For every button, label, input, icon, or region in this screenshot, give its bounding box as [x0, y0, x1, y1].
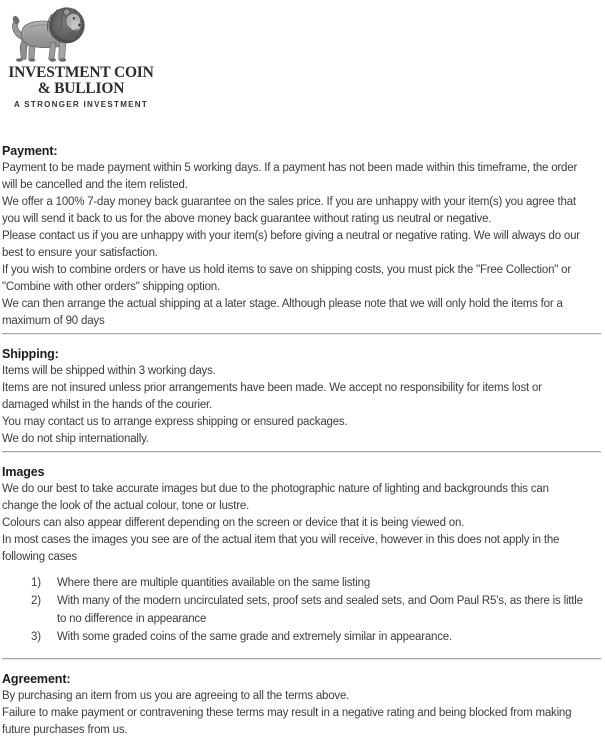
- list-item-text: With many of the modern uncirculated sets, proof sets and sealed sets, and Oom Paul R5's, as there is little to no difference in appearance: [57, 595, 583, 625]
- section-divider: [2, 658, 601, 660]
- agreement-heading: Agreement:: [2, 672, 71, 686]
- payment-heading: Payment:: [2, 144, 58, 158]
- section-divider: [2, 451, 601, 453]
- shipping-paragraph: We do not ship internationally.: [2, 433, 149, 445]
- section-divider: [2, 333, 601, 335]
- agreement-paragraph: By purchasing an item from us you are agreeing to all the terms above.: [2, 690, 350, 702]
- logo-tagline: A STRONGER INVESTMENT: [13, 100, 149, 109]
- images-paragraph: In most cases the images you see are of the actual item that you will receive, however in this does not apply in the following cases: [2, 534, 560, 563]
- images-exception-list: [2, 574, 601, 646]
- section-images: [2, 464, 601, 646]
- payment-paragraph: Please contact us if you are unhappy with your item(s) before giving a neutral or negative rating. We will always do our best to ensure your satisfaction.: [2, 230, 580, 259]
- list-item: [2, 574, 601, 592]
- logo: [2, 0, 172, 110]
- section-agreement: [2, 671, 601, 739]
- section-payment: [2, 143, 601, 330]
- logo-title-line2: & BULLION: [37, 80, 125, 97]
- section-shipping: [2, 346, 601, 448]
- payment-paragraph: If you wish to combine orders or have us hold items to save on shipping costs, you must pick the "Free Collection" or "Combine with other orders" shipping option.: [2, 264, 571, 293]
- images-heading: Images: [2, 465, 45, 479]
- list-item-number: 3): [31, 631, 41, 643]
- payment-paragraph: Payment to be made payment within 5 working days. If a payment has not been made within this timeframe, the order will be cancelled and the item relisted.: [2, 162, 578, 191]
- list-item-number: 1): [31, 577, 41, 589]
- shipping-paragraph: You may contact us to arrange express shipping or ensured packages.: [2, 416, 348, 428]
- shipping-paragraph: Items are not insured unless prior arrangements have been made. We accept no responsibility for items lost or damaged whilst in the hands of the courier.: [2, 382, 542, 411]
- agreement-paragraph: Failure to make payment or contravening these terms may result in a negative rating and being blocked from making future purchases from us.: [2, 707, 572, 736]
- lion-icon: [8, 3, 88, 65]
- list-item: [2, 628, 601, 646]
- images-paragraph: Colours can also appear different depending on the screen or device that it is being viewed on.: [2, 517, 465, 529]
- list-item: [2, 592, 601, 628]
- shipping-paragraph: Items will be shipped within 3 working days.: [2, 365, 216, 377]
- payment-paragraph: We can then arrange the actual shipping at a later stage. Although please note that we will only hold the items for a maximum of 90 days: [2, 298, 563, 327]
- logo-title-line1: INVESTMENT COIN: [8, 64, 154, 81]
- list-item-text: With some graded coins of the same grade and extremely similar in appearance.: [57, 631, 452, 643]
- payment-paragraph: We offer a 100% 7-day money back guarantee on the sales price. If you are unhappy with your item(s) you agree that you will send it back to us for the above money back guarantee without rating us neutral or negative.: [2, 196, 576, 225]
- list-item-text: Where there are multiple quantities available on the same listing: [57, 577, 371, 589]
- images-paragraph: We do our best to take accurate images but due to the photographic nature of lighting and backgrounds this can change the look of the actual colour, tone or lustre.: [2, 483, 549, 512]
- list-item-number: 2): [31, 595, 41, 607]
- shipping-heading: Shipping:: [2, 347, 59, 361]
